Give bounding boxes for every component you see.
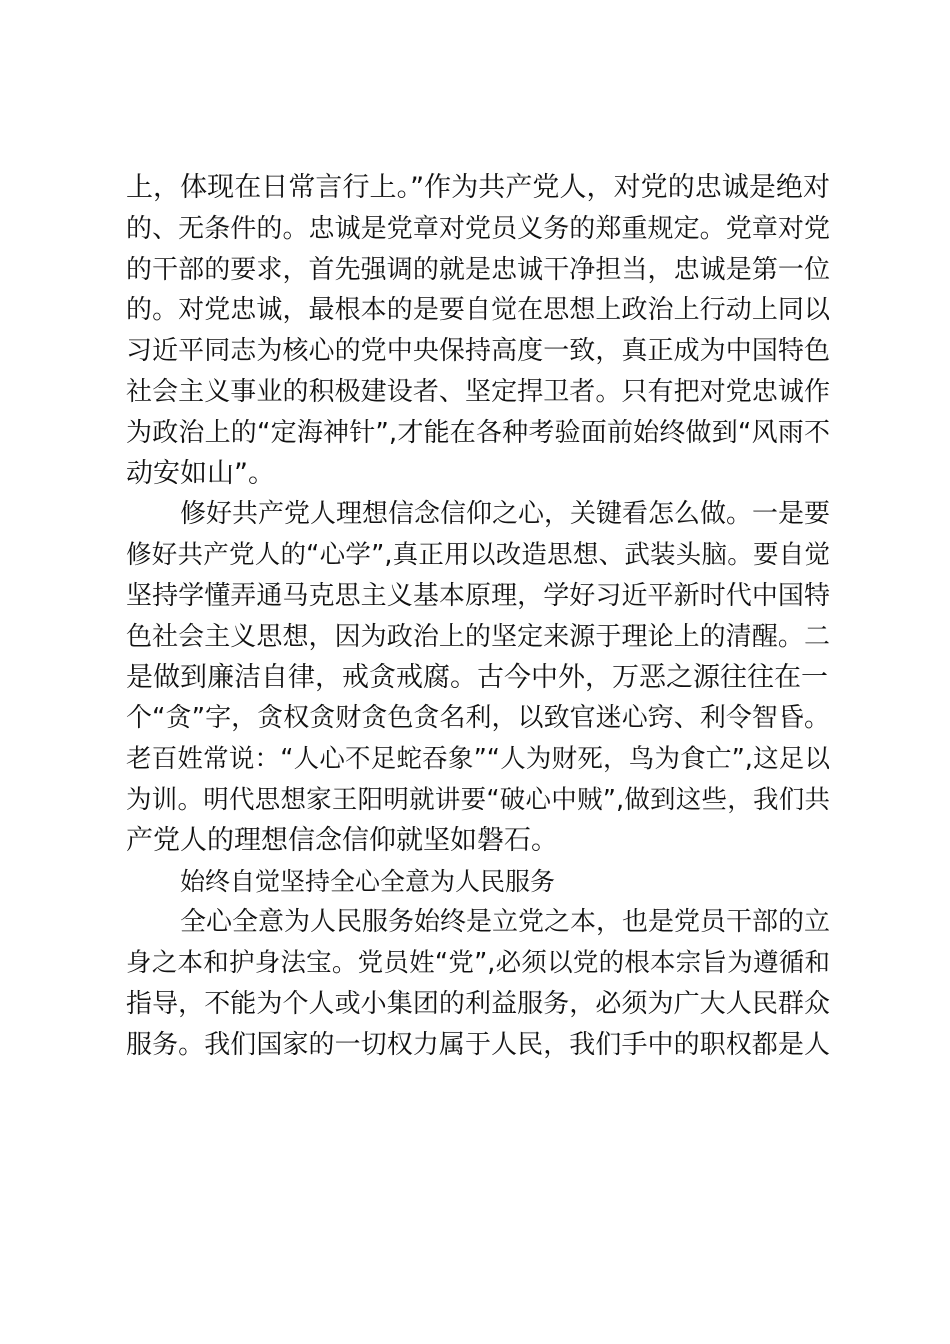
text-line: 色社会主义思想，因为政治上的坚定来源于理论上的清醒。二 bbox=[126, 621, 830, 652]
text-line: 身之本和护身法宝。党员姓“党”,必须以党的根本宗旨为遵循和 bbox=[126, 948, 830, 979]
paragraph-first-line: 修好共产党人理想信念信仰之心，关键看怎么做。一是要 bbox=[180, 499, 831, 530]
document-body bbox=[126, 168, 830, 1066]
text-line: 为训。明代思想家王阳明就讲要“破心中贼”,做到这些，我们共 bbox=[126, 784, 830, 815]
text-line: 习近平同志为核心的党中央保持高度一致，真正成为中国特色 bbox=[126, 336, 830, 367]
text-line: 动安如山”。 bbox=[126, 457, 275, 489]
text-line: 社会主义事业的积极建设者、坚定捍卫者。只有把对党忠诚作 bbox=[126, 376, 830, 407]
text-line: 是做到廉洁自律，戒贪戒腐。古今中外，万恶之源往往在一 bbox=[126, 661, 828, 693]
text-line: 的、无条件的。忠诚是党章对党员义务的郑重规定。党章对党 bbox=[126, 213, 830, 244]
text-line: 的干部的要求，首先强调的就是忠诚干净担当，忠诚是第一位 bbox=[126, 254, 830, 285]
text-line: 修好共产党人的“心学”,真正用以改造思想、武装头脑。要自觉 bbox=[126, 540, 830, 571]
text-line: 的。对党忠诚，最根本的是要自觉在思想上政治上行动上同以 bbox=[126, 295, 830, 326]
text-line: 为政治上的“定海神针”,才能在各种考验面前始终做到“风雨不 bbox=[126, 417, 830, 448]
text-line: 老百姓常说：“人心不足蛇吞象”“人为财死，鸟为食亡”,这足以 bbox=[126, 744, 830, 775]
text-line: 指导，不能为个人或小集团的利益服务，必须为广大人民群众 bbox=[126, 988, 830, 1019]
text-line: 坚持学懂弄通马克思主义基本原理，学好习近平新时代中国特 bbox=[126, 580, 830, 611]
text-line: 上，体现在日常言行上。”作为共产党人，对党的忠诚是绝对 bbox=[126, 172, 830, 203]
section-heading: 始终自觉坚持全心全意为人民服务 bbox=[180, 866, 556, 896]
text-line: 个“贪”字，贪权贪财贪色贪名利，以致官迷心窍、利令智昏。 bbox=[126, 703, 830, 734]
paragraph-first-line: 全心全意为人民服务始终是立党之本，也是党员干部的立 bbox=[180, 907, 831, 938]
text-line: 服务。我们国家的一切权力属于人民，我们手中的职权都是人 bbox=[126, 1029, 830, 1060]
text-line: 产党人的理想信念信仰就坚如磐石。 bbox=[126, 824, 558, 856]
